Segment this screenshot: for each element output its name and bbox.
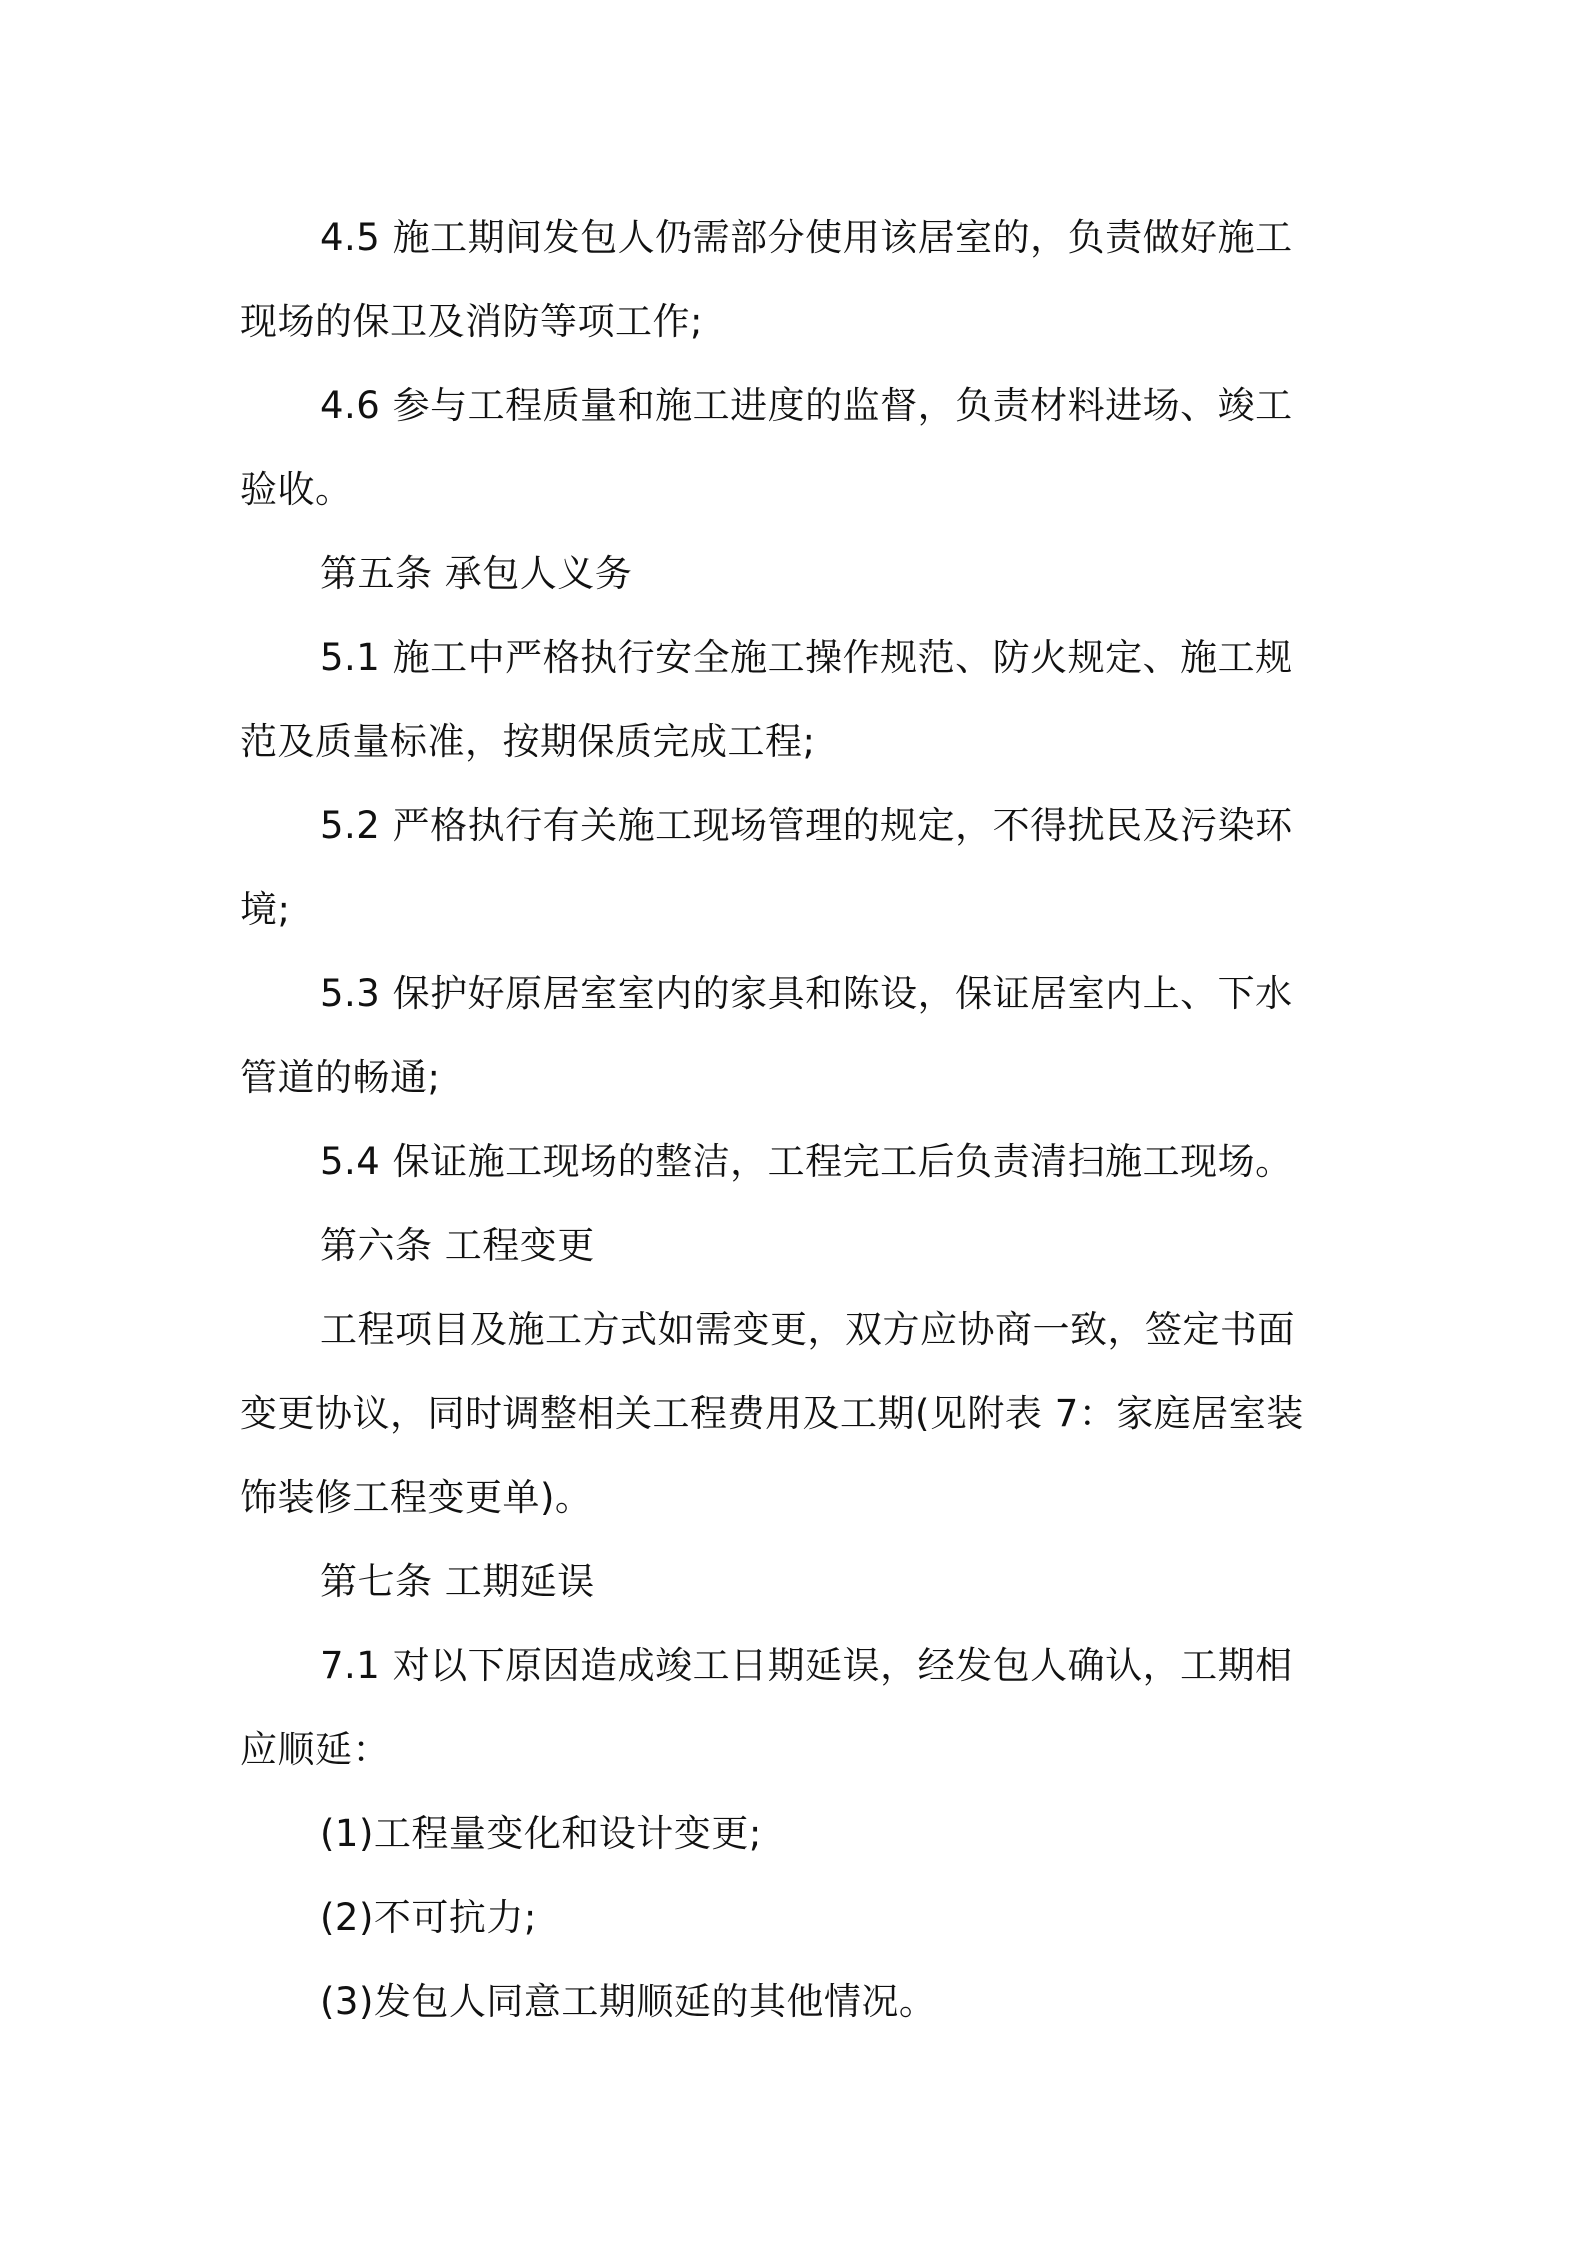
article-7-heading: 第七条 工期延误 bbox=[320, 1560, 595, 1603]
clause-5-1-line-2: 范及质量标准，按期保质完成工程; bbox=[240, 720, 816, 763]
clause-4-6-line-1: 4.6 参与工程质量和施工进度的监督，负责材料进场、竣工 bbox=[320, 384, 1293, 427]
article-6-body-line-3: 饰装修工程变更单)。 bbox=[240, 1476, 593, 1519]
article-5-heading: 第五条 承包人义务 bbox=[320, 552, 633, 595]
article-6-body-line-1: 工程项目及施工方式如需变更，双方应协商一致，签定书面 bbox=[320, 1308, 1295, 1351]
clause-5-2-line-1: 5.2 严格执行有关施工现场管理的规定，不得扰民及污染环 bbox=[320, 804, 1293, 847]
clause-4-5-line-2: 现场的保卫及消防等项工作; bbox=[240, 300, 703, 343]
clause-7-1-line-2: 应顺延： bbox=[240, 1728, 390, 1771]
clause-5-4-line-1: 5.4 保证施工现场的整洁，工程完工后负责清扫施工现场。 bbox=[320, 1140, 1293, 1183]
document-page bbox=[240, 196, 1350, 2044]
clause-5-3-line-1: 5.3 保护好原居室室内的家具和陈设，保证居室内上、下水 bbox=[320, 972, 1293, 1015]
article-6-body-line-2: 变更协议，同时调整相关工程费用及工期(见附表 7：家庭居室装 bbox=[240, 1392, 1304, 1435]
clause-7-1-item-2: (2)不可抗力; bbox=[320, 1896, 537, 1939]
clause-4-5-line-1: 4.5 施工期间发包人仍需部分使用该居室的，负责做好施工 bbox=[320, 216, 1293, 259]
clause-7-1-item-3: (3)发包人同意工期顺延的其他情况。 bbox=[320, 1980, 937, 2023]
clause-5-1-line-1: 5.1 施工中严格执行安全施工操作规范、防火规定、施工规 bbox=[320, 636, 1293, 679]
clause-4-6-line-2: 验收。 bbox=[240, 468, 353, 511]
clause-5-3-line-2: 管道的畅通; bbox=[240, 1056, 441, 1099]
clause-7-1-line-1: 7.1 对以下原因造成竣工日期延误，经发包人确认，工期相 bbox=[320, 1644, 1293, 1687]
clause-5-2-line-2: 境; bbox=[240, 888, 291, 931]
clause-7-1-item-1: (1)工程量变化和设计变更; bbox=[320, 1812, 762, 1855]
article-6-heading: 第六条 工程变更 bbox=[320, 1224, 595, 1267]
